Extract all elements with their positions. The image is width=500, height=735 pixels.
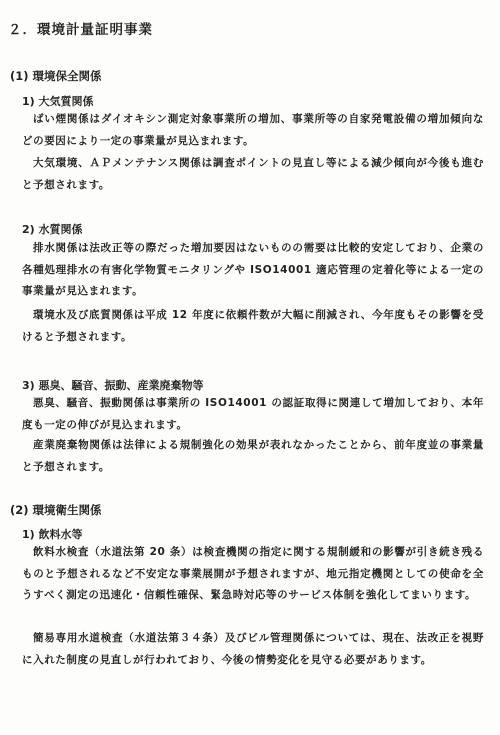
- section-2-heading: (2) 環境衛生関係: [10, 503, 102, 517]
- air-paragraph-2-text: 大気環境、ＡＰメンテナンス関係は調査ポイントの見直し等による減少傾向が今後も進むと予想されます。: [22, 157, 484, 191]
- water-paragraph-2-text: 環境水及び底質関係は平成 12 年度に依頼件数が大幅に削減され、今年度もその影響を受けると予想されます。: [22, 309, 484, 343]
- air-paragraph-1-text: ばい煙関係はダイオキシン測定対象事業所の増加、事業所等の自家発電設備の増加傾向などの要因により一定の事業量が見込まれます。: [22, 113, 484, 147]
- drinking-water-paragraph-2-text: 簡易専用水道検査（水道法第３４条）及びビル管理関係については、現在、法改正を視野に入れた制度の見直しが行われており、今後の情勢変化を見守る必要があります。: [22, 632, 484, 666]
- drinking-water-paragraph-1-text: 飲料水検査（水道法第 20 条）は検査機関の指定に関する規制緩和の影響が引き続き残るものと予想されるなど不安定な事業展開が予想されますが、地元指定機関としての使命を全うすべく測定の迅速化・信頼性確保、緊急時対応等のサービス体制を強化してまいります。: [22, 546, 484, 601]
- water-paragraph-1: [22, 238, 484, 303]
- page-title: ２．環境計量証明事業: [8, 22, 153, 38]
- noise-paragraph-2: [22, 435, 484, 478]
- subsection-water-heading: 2) 水質関係: [22, 223, 83, 236]
- drinking-water-paragraph-2: [22, 628, 484, 671]
- noise-paragraph-2-text: 産業廃棄物関係は法律による規制強化の効果が表れなかったことから、前年度並の事業量と予想されます。: [22, 439, 484, 473]
- noise-paragraph-1-text: 悪臭、騒音、振動関係は事業所の ISO14001 の認証取得に関連して増加しており、本年度も一定の伸びが見込まれます。: [22, 397, 484, 431]
- air-paragraph-1: [22, 109, 484, 152]
- water-paragraph-1-text: 排水関係は法改正等の際だった増加要因はないものの需要は比較的安定しており、企業の各種処理排水の有害化学物質モニタリングや ISO14001 適応管理の定着化等による一定の事業量が見込まれます。: [22, 242, 484, 297]
- section-1-heading: (1) 環境保全関係: [10, 69, 102, 83]
- drinking-water-paragraph-1: [22, 542, 484, 607]
- air-paragraph-2: [22, 153, 484, 196]
- subsection-air-heading: 1) 大気質関係: [22, 95, 94, 108]
- noise-paragraph-1: [22, 393, 484, 436]
- subsection-drinking-water-heading: 1) 飲料水等: [22, 528, 83, 541]
- subsection-noise-heading: 3) 悪臭、騒音、振動、産業廃棄物等: [22, 379, 204, 392]
- water-paragraph-2: [22, 305, 484, 348]
